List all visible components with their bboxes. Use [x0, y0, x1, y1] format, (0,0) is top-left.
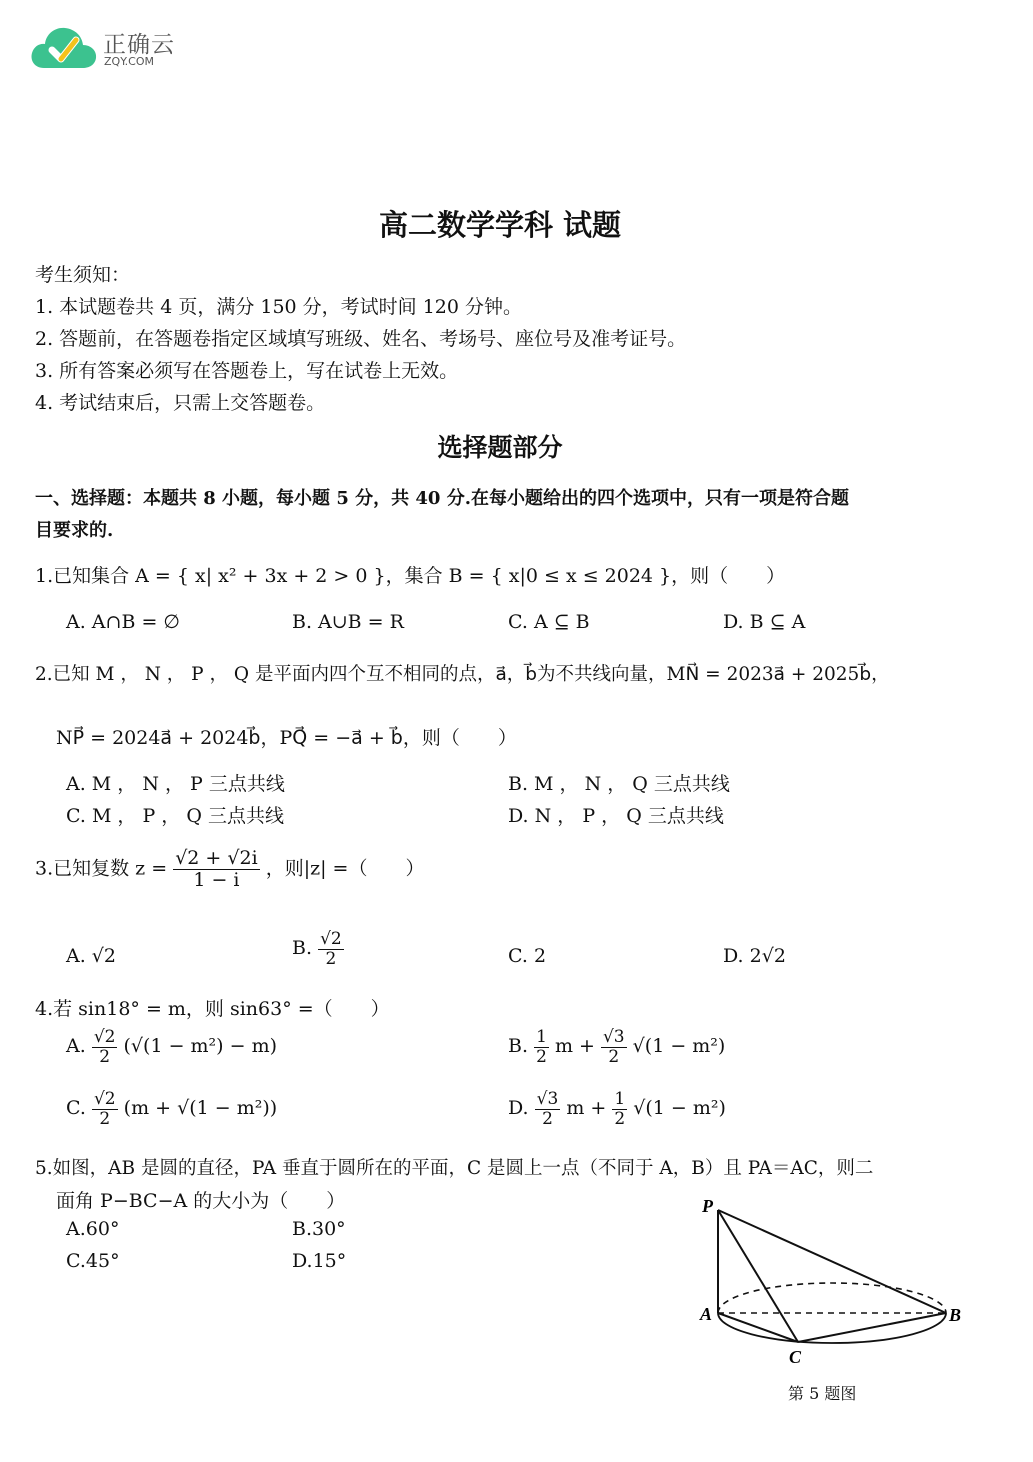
question-5-line2: 面角 P−BC−A 的大小为（ ）	[56, 1190, 346, 1212]
question-3-text	[35, 848, 424, 891]
part-instructions-line2: 目要求的.	[35, 520, 114, 541]
option-fraction	[534, 1028, 549, 1066]
question-3-suffix: ，则|z| =（ ）	[265, 857, 425, 880]
label-a: A	[700, 1304, 713, 1324]
notice-heading: 考生须知：	[35, 264, 131, 286]
question-2-option-a: A. M ， N ， P 三点共线	[66, 773, 285, 795]
question-2-option-d: D. N ， P ， Q 三点共线	[508, 805, 724, 827]
option-expression: m +	[566, 1097, 607, 1120]
question-5-option-b: B.30°	[292, 1218, 346, 1240]
fraction-numerator: 1	[536, 1027, 547, 1047]
question-4-option-a	[66, 1028, 277, 1066]
question-2-option-c: C. M ， P ， Q 三点共线	[66, 805, 284, 827]
option-label: D.	[508, 1097, 529, 1120]
notice-item: 3. 所有答案必须写在答题卷上，写在试卷上无效。	[35, 360, 459, 382]
option-fraction	[92, 1028, 118, 1066]
option-b-fraction	[318, 930, 344, 968]
question-4-text: 4.若 sin18° = m，则 sin63° =（ ）	[35, 998, 390, 1020]
label-p: P	[702, 1196, 713, 1216]
option-fraction	[601, 1028, 627, 1066]
fraction-numerator: √3	[602, 1027, 625, 1047]
option-expression: √(1 − m²)	[632, 1035, 726, 1058]
fraction-denominator: 2	[99, 1046, 111, 1067]
question-5-option-d: D.15°	[292, 1250, 347, 1272]
figure-caption: 第 5 题图	[788, 1384, 857, 1403]
option-label: B.	[292, 937, 313, 960]
option-fraction	[535, 1090, 561, 1128]
fraction-numerator: √2	[93, 1027, 116, 1047]
question-4-option-b	[508, 1028, 725, 1066]
segment-pb	[718, 1210, 946, 1313]
question-5-option-c: C.45°	[66, 1250, 120, 1272]
segment-bc	[798, 1313, 946, 1342]
fraction-denominator: 2	[99, 1108, 111, 1129]
question-3-fraction	[173, 848, 259, 891]
logo-name-en: ZQY.COM	[104, 55, 155, 68]
option-expression: m +	[554, 1035, 595, 1058]
question-5-option-a: A.60°	[66, 1218, 120, 1240]
option-fraction	[612, 1090, 627, 1128]
question-3-prefix: 3.已知复数 z =	[35, 857, 168, 880]
question-4-option-c	[66, 1090, 277, 1128]
option-label: C.	[66, 1097, 86, 1120]
fraction-denominator: 1 − i	[193, 868, 240, 891]
page-title: 高二数学学科 试题	[378, 208, 622, 242]
notice-item: 1. 本试题卷共 4 页，满分 150 分，考试时间 120 分钟。	[35, 296, 523, 318]
fraction-numerator: √3	[536, 1089, 559, 1109]
logo-name-cn: 正确云	[103, 32, 175, 58]
fraction-denominator: 2	[608, 1046, 620, 1067]
question-1-option-b: B. A∪B = R	[292, 611, 404, 633]
notice-item: 2. 答题前，在答题卷指定区域填写班级、姓名、考场号、座位号及准考证号。	[35, 328, 687, 350]
fraction-numerator: √2	[320, 929, 342, 949]
question-2-line2: NP⃗ = 2024a⃗ + 2024b⃗，PQ⃗ = −a⃗ + b⃗，则（ ）	[56, 727, 517, 749]
fraction-denominator: 2	[542, 1108, 553, 1129]
fraction-numerator: √2 + √2i	[175, 847, 258, 869]
fraction-denominator: 2	[614, 1108, 626, 1129]
fraction-denominator: 2	[325, 948, 337, 969]
option-expression: (m + √(1 − m²))	[123, 1097, 278, 1120]
fraction-denominator: 2	[536, 1046, 547, 1067]
question-2-option-b: B. M ， N ， Q 三点共线	[508, 773, 730, 795]
part-instructions-line1: 一、选择题：本题共 8 小题，每小题 5 分，共 40 分.在每小题给出的四个选项中，只有一项是符合题	[35, 488, 849, 509]
question-4-option-d	[508, 1090, 726, 1128]
question-2-line1: 2.已知 M ， N ， P ， Q 是平面内四个互不相同的点，a⃗，b⃗为不共线向量，MN⃗ = 2023a⃗ + 2025b⃗，	[35, 664, 890, 685]
question-3-option-b	[292, 930, 344, 968]
fraction-numerator: √2	[93, 1089, 116, 1109]
question-3-option-a: A. √2	[66, 945, 116, 967]
geometry-figure	[690, 1190, 980, 1375]
label-c: C	[789, 1347, 802, 1367]
question-1-text: 1.已知集合 A = { x| x² + 3x + 2 > 0 }，集合 B = { x|0 ≤ x ≤ 2024 }，则（ ）	[35, 565, 786, 587]
question-3-option-c: C. 2	[508, 945, 547, 967]
option-expression: √(1 − m²)	[633, 1097, 726, 1120]
fraction-numerator: 1	[614, 1089, 626, 1109]
cloud-check-icon	[30, 24, 98, 70]
segment-pc	[718, 1210, 798, 1342]
section-title: 选择题部分	[437, 433, 563, 462]
question-1-option-d: D. B ⊆ A	[723, 611, 806, 633]
question-1-option-a: A. A∩B = ∅	[66, 611, 180, 633]
option-expression: (√(1 − m²) − m)	[123, 1035, 278, 1058]
notice-item: 4. 考试结束后，只需上交答题卷。	[35, 392, 326, 414]
circle-front-arc	[718, 1313, 946, 1343]
label-b: B	[949, 1305, 962, 1325]
option-label: B.	[508, 1035, 529, 1058]
option-fraction	[92, 1090, 118, 1128]
question-3-option-d: D. 2√2	[723, 945, 786, 967]
option-label: A.	[66, 1035, 86, 1058]
question-1-option-c: C. A ⊆ B	[508, 611, 590, 633]
question-5-line1: 5.如图，AB 是圆的直径，PA 垂直于圆所在的平面，C 是圆上一点（不同于 A，B）且 PA＝AC，则二	[35, 1158, 874, 1179]
